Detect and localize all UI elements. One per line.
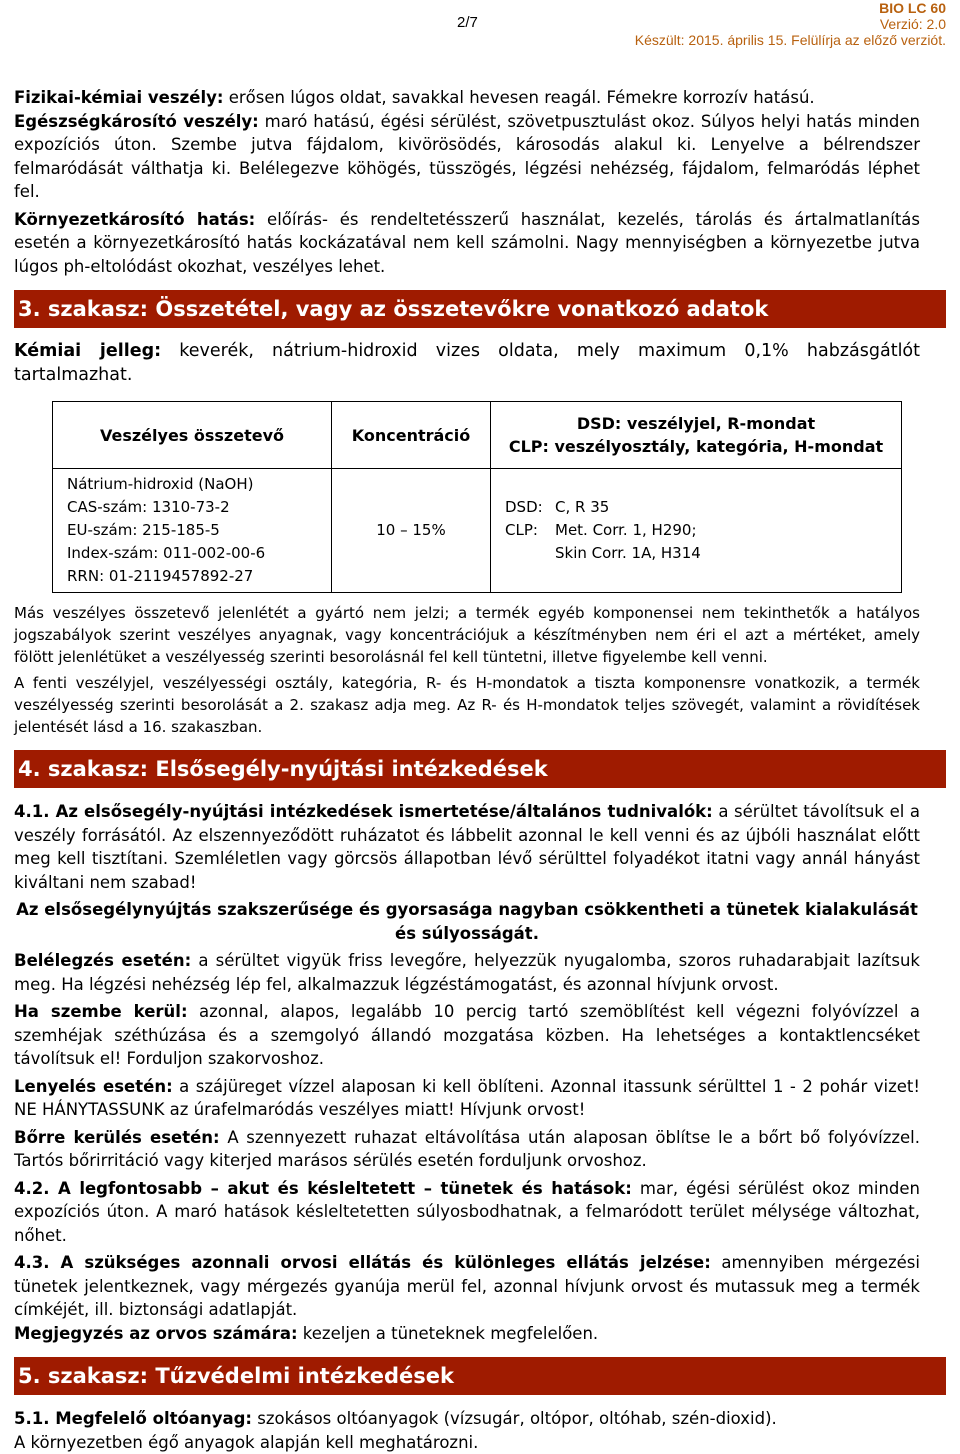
dsd-row (505, 496, 887, 519)
chemical-nature-label: Kémiai jelleg: (14, 341, 161, 361)
health-hazard-text: maró hatású, égési sérülést, szövetpusztulást okoz. Súlyos helyi hatás minden expozíciós úton. Szembe jutva fájdalom, kivörösödés, károsodás alakul ki. Lenyelve a bélrendszer felmaródását válthatja ki. Belélegezve köhögés, tüsszögés, légzési nehézség, fájdalom, felmaródás léphet fel. (14, 112, 920, 202)
composition-table (52, 401, 902, 593)
extinguishing-media-text: szokásos oltóanyagok (vízsugár, oltópor, oltóhab, szén-dioxid). (252, 1409, 777, 1428)
eye-contact-text: azonnal, alapos, legalább 10 percig tartó szemöblítést kell végezni folyóvízzel a szemhéjak széthúzása és a szemgolyó állandó mozgatása közben. Ha lehetséges a kontaktlencséket távolítsuk el! Forduljon szakorvoshoz. (14, 1002, 920, 1068)
first-aid-general-text: a sérültet távolítsuk el a veszély forrásától. Az elszennyeződött ruházatot és lábbelit azonnal le kell venni és az újbóli használat előtt meg kell tisztítani. Szemléletlen vagy görcsös állapotban lévő sérülttel folyadékot itatni vagy annál hányást kiváltani nem szabad! (14, 802, 920, 892)
medical-attention-paragraph (14, 1251, 920, 1322)
inhalation-label: Belélegzés esetén: (14, 951, 191, 970)
skin-contact-text: A szennyezett ruhazat eltávolítása után alaposan öblítse le a bőrt bő folyóvízzel. Tartós bőrirritáció vagy kiterjed marásos sérülés esetén forduljunk orvoshoz. (14, 1128, 920, 1171)
section-4-title: 4. szakasz: Elsősegély-nyújtási intézkedések (14, 750, 946, 788)
document-body (14, 86, 920, 1454)
health-hazard-label: Egészségkárosító veszély: (14, 112, 259, 131)
dsd-value: C, R 35 (555, 496, 609, 519)
chemical-nature-paragraph (14, 340, 920, 387)
symptoms-label: 4.2. A legfontosabb – akut és késleltetett – tünetek és hatások: (14, 1179, 632, 1198)
ingestion-paragraph (14, 1075, 920, 1122)
inhalation-paragraph (14, 949, 920, 996)
first-aid-general-label: 4.1. Az elsősegély-nyújtási intézkedések ismertetése/általános tudnivalók: (14, 802, 713, 821)
concentration-cell: 10 – 15% (332, 469, 491, 593)
document-header (635, 0, 946, 48)
index-number: Index-szám: 011-002-00-6 (67, 542, 317, 565)
physchem-hazard-paragraph (14, 86, 920, 110)
classification-cell (491, 469, 902, 593)
other-components-note: Más veszélyes összetevő jelenlétét a gyártó nem jelzi; a termék egyéb komponensei nem tekinthetők a hatályos jogszabályok szerint veszélyes anyagnak, vagy koncentrációjuk a készítményben nem éri el azt a mértéket, amely fölött jelenlétüket a veszélyesség szerinti besorolásnál fel kell tüntetni, illetve figyelembe kell venni. (14, 602, 920, 668)
extinguishing-media-note: A környezetben égő anyagok alapján kell meghatározni. (14, 1431, 920, 1454)
extinguishing-media-label: 5.1. Megfelelő oltóanyag: (14, 1409, 252, 1428)
chemical-nature-text: keverék, nátrium-hidroxid vizes oldata, mely maximum 0,1% habzásgátlót tartalmazhat. (14, 341, 920, 385)
document-version: Verzió: 2.0 (635, 16, 946, 32)
clp-label: CLP: (505, 519, 555, 542)
medical-attention-text: amennyiben mérgezési tünetek jelentkeznek, vagy mérgezés gyanúja merül fel, azonnal hívjunk orvost és mutassuk meg a termék címkéjét, ill. biztonsági adatlapját. (14, 1253, 920, 1319)
env-hazard-paragraph (14, 208, 920, 279)
clp-value-2: Skin Corr. 1A, H314 (555, 542, 701, 565)
first-aid-general-paragraph (14, 800, 920, 894)
section-5-title: 5. szakasz: Tűzvédelmi intézkedések (14, 1357, 946, 1395)
page-number: 2/7 (457, 14, 478, 31)
medical-attention-label: 4.3. A szükséges azonnali orvosi ellátás és különleges ellátás jelzése: (14, 1253, 711, 1272)
env-hazard-label: Környezetkárosító hatás: (14, 210, 255, 229)
inhalation-text: a sérültet vigyük friss levegőre, helyezzük nyugalomba, szoros ruhadarabjait lazítsuk meg. Ha légzési nehézség lép fel, alkalmazzuk légzéstámogatást, és azonnal hívjunk orvost. (14, 951, 920, 994)
skin-contact-paragraph (14, 1126, 920, 1173)
symptoms-paragraph (14, 1177, 920, 1248)
cas-number: CAS-szám: 1310-73-2 (67, 496, 317, 519)
eye-contact-label: Ha szembe kerül: (14, 1002, 188, 1021)
document-code: BIO LC 60 (635, 0, 946, 16)
header-dsd-line: DSD: veszélyjel, R-mondat (505, 412, 887, 435)
doctor-note-label: Megjegyzés az orvos számára: (14, 1324, 298, 1343)
eu-number: EU-szám: 215-185-5 (67, 519, 317, 542)
header-concentration: Koncentráció (332, 402, 491, 469)
eye-contact-paragraph (14, 1000, 920, 1071)
skin-contact-label: Bőrre kerülés esetén: (14, 1128, 220, 1147)
clp-row-2 (505, 542, 887, 565)
classification-note: A fenti veszélyjel, veszélyességi osztály, kategória, R- és H-mondatok a tiszta komponensre vonatkozik, a termék veszélyesség szerinti besorolását a 2. szakasz adja meg. Az R- és H-mondatok teljes szövegét, valamint a rövidítések jelentését lásd a 16. szakaszban. (14, 672, 920, 738)
header-clp-line: CLP: veszélyosztály, kategória, H-mondat (505, 435, 887, 458)
ingestion-label: Lenyelés esetén: (14, 1077, 173, 1096)
doctor-note-paragraph (14, 1322, 920, 1346)
ingestion-text: a szájüreget vízzel alaposan ki kell öblíteni. Azonnal itassunk sérülttel 1 - 2 pohár vizet! NE HÁNYTASSUNK az úrafelmaródás veszélyes miatt! Hívjunk orvost! (14, 1077, 920, 1120)
extinguishing-media-paragraph (14, 1407, 920, 1431)
section-3-title: 3. szakasz: Összetétel, vagy az összetevőkre vonatkozó adatok (14, 290, 946, 328)
document-created-date: Készült: 2015. április 15. Felülírja az előző verziót. (635, 32, 946, 48)
component-cell (53, 469, 332, 593)
header-classification (491, 402, 902, 469)
health-hazard-paragraph (14, 110, 920, 204)
dsd-label: DSD: (505, 496, 555, 519)
component-name: Nátrium-hidroxid (NaOH) (67, 473, 317, 496)
doctor-note-text: kezeljen a tüneteknek megfelelően. (298, 1324, 599, 1343)
first-aid-emphasis: Az elsősegélynyújtás szakszerűsége és gyorsasága nagyban csökkentheti a tünetek kialakulását és súlyosságát. (14, 898, 920, 945)
physchem-hazard-text: erősen lúgos oldat, savakkal hevesen reagál. Fémekre korrozív hatású. (223, 88, 814, 107)
table-header-row (53, 402, 902, 469)
rrn-number: RRN: 01-2119457892-27 (67, 565, 317, 588)
symptoms-text: mar, égési sérülést okoz minden expozíciós úton. A maró hatások késleltetetten súlyosbodhatnak, a felmaródott terület mélysége változhat, nőhet. (14, 1179, 920, 1245)
clp-value-1: Met. Corr. 1, H290; (555, 519, 697, 542)
physchem-hazard-label: Fizikai-kémiai veszély: (14, 88, 223, 107)
clp-row (505, 519, 887, 542)
env-hazard-text: előírás- és rendeltetésszerű használat, kezelés, tárolás és ártalmatlanítás esetén a környezetkárosító hatás kockázatával nem kell számolni. Nagy mennyiségben a környezetbe jutva lúgos ph-eltolódást okozhat, veszélyes lehet. (14, 210, 920, 276)
table-row (53, 469, 902, 593)
header-component: Veszélyes összetevő (53, 402, 332, 469)
